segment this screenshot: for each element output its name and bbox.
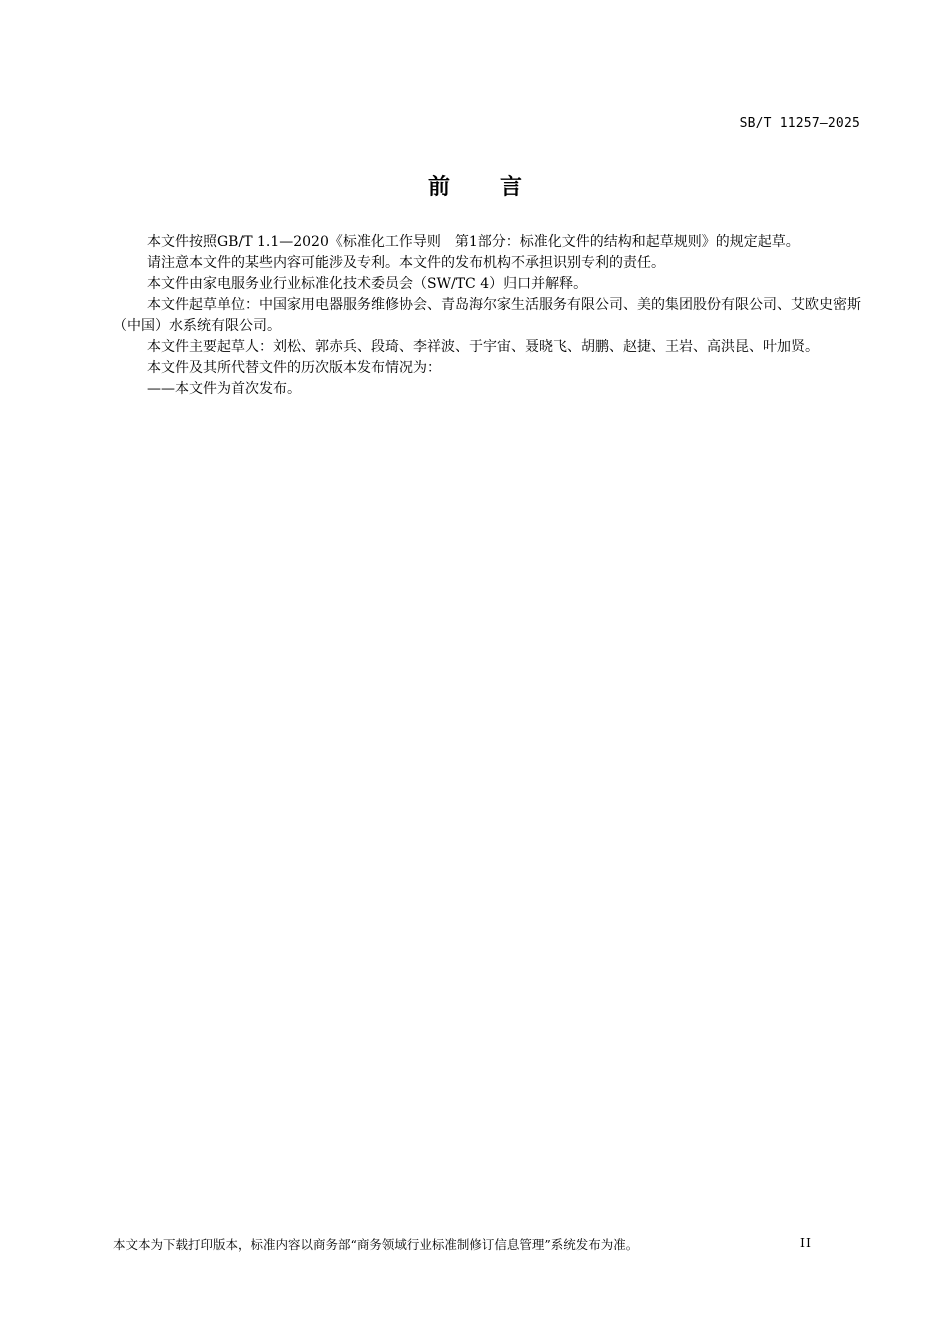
paragraph-drafting-organizations: 本文件起草单位：中国家用电器服务维修协会、青岛海尔家生活服务有限公司、美的集团股份有限公司、艾欧史密斯（中国）水系统有限公司。 [113,297,861,334]
paragraph-first-release: ——本文件为首次发布。 [147,381,301,397]
paragraph-patent-notice: 请注意本文件的某些内容可能涉及专利。本文件的发布机构不承担识别专利的责任。 [147,255,665,271]
paragraph-committee: 本文件由家电服务业行业标准化技术委员会（SW/TC 4）归口并解释。 [147,276,588,292]
footer-note: 本文本为下载打印版本，标准内容以商务部“商务领域行业标准制修订信息管理”系统发布为准。 [113,1237,639,1252]
page-title [0,170,950,201]
document-number: SB/T 11257—2025 [739,116,860,131]
paragraph-drafting-rules: 本文件按照GB/T 1.1—2020《标准化工作导则 第1部分：标准化文件的结构和起草规则》的规定起草。 [147,234,800,250]
paragraph-version-history: 本文件及其所代替文件的历次版本发布情况为： [147,360,441,376]
title-char-2: 言 [500,175,523,200]
foreword-body [113,232,861,400]
paragraph-drafters: 本文件主要起草人：刘松、郭赤兵、段琦、李祥波、于宇宙、聂晓飞、胡鹏、赵捷、王岩、高洪昆、叶加贤。 [147,339,819,355]
title-char-1: 前 [427,175,450,200]
page-number: II [800,1235,812,1250]
